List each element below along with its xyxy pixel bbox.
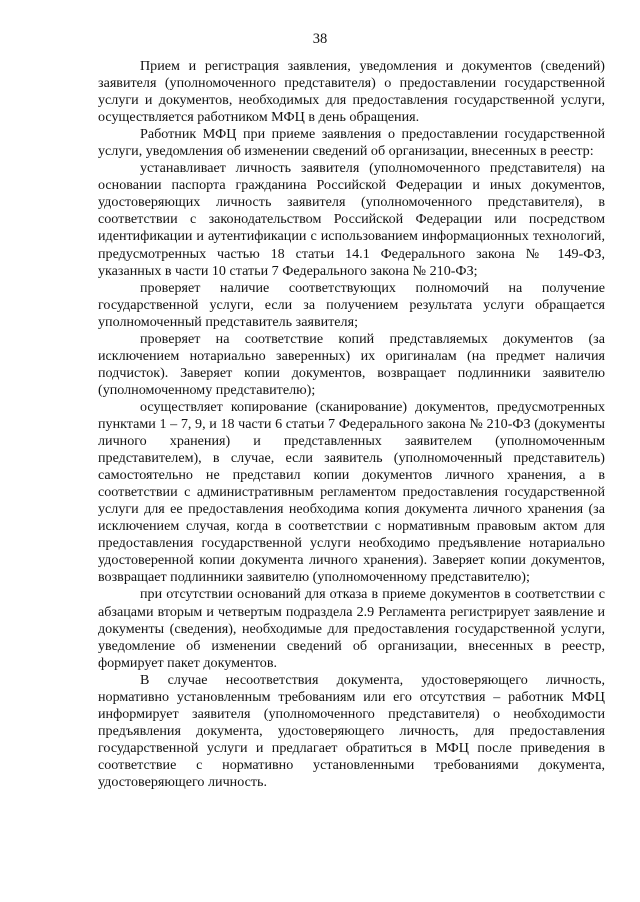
- paragraph-identity-mismatch: В случае несоответствия документа, удостоверяющего личность, нормативно установленным требованиям или его отсутствия – работник МФЦ информирует заявителя (уполномоченного представителя) о необходимости предъявления документа, удостоверяющего личность, для предоставления государственной услуги и предлагает обратиться в МФЦ после приведения в соответствие с нормативно установленными требованиями документа, удостоверяющего личность.: [98, 671, 605, 790]
- paragraph-verify-copies: проверяет на соответствие копий представляемых документов (за исключением нотариально заверенных) их оригиналам (на предмет наличия подчисток). Заверяет копии документов, возвращает подлинники заявителю (уполномоченному представителю);: [98, 330, 605, 398]
- document-body: [98, 58, 605, 791]
- paragraph-identify-applicant: устанавливает личность заявителя (уполномоченного представителя) на основании паспорта гражданина Российской Федерации и иных документов, удостоверяющих личность заявителя (уполномоченного представителя), в соответствии с законодательством Российской Федерации или посредством идентификации и аутентификации с использованием информационных технологий, предусмотренных частью 18 статьи 14.1 Федерального закона № 149-ФЗ, указанных в части 10 статьи 7 Федерального закона № 210-ФЗ;: [98, 160, 605, 279]
- paragraph-scan-documents: осуществляет копирование (сканирование) документов, предусмотренных пунктами 1 – 7, 9, и 18 части 6 статьи 7 Федерального закона № 210-ФЗ (документы личного хранения) и представленных заявителем (уполномоченным представителем), в случае, если заявитель (уполномоченный представитель) самостоятельно не представил копии документов личного хранения, а в соответствии с административным регламентом предоставления государственной услуги для ее предоставления необходима копия документа личного хранения (за исключением случая, когда в соответствии с нормативным правовым актом для предоставления государственной услуги необходимо предъявление нотариально удостоверенной копии документа личного хранения). Заверяет копии документов, возвращает подлинники заявителю (уполномоченному представителю);: [98, 398, 605, 586]
- page-number: 38: [312, 31, 328, 47]
- paragraph-mfc-worker-duties: Работник МФЦ при приеме заявления о предоставлении государственной услуги, уведомления об изменении сведений об организации, внесенных в реестр:: [98, 126, 605, 160]
- paragraph-reception-registration: Прием и регистрация заявления, уведомления и документов (сведений) заявителя (уполномоченного представителя) о предоставлении государственной услуги и документов, необходимых для предоставления государственной услуги, осуществляется работником МФЦ в день обращения.: [98, 58, 605, 126]
- paragraph-check-authority: проверяет наличие соответствующих полномочий на получение государственной услуги, если за получением результата услуги обращается уполномоченный представитель заявителя;: [98, 279, 605, 330]
- paragraph-register-application: при отсутствии оснований для отказа в приеме документов в соответствии с абзацами вторым и четвертым подраздела 2.9 Регламента регистрирует заявление и документы (сведения), необходимые для предоставления государственной услуги, уведомление об изменении сведений об организации, внесенных в реестр, формирует пакет документов.: [98, 586, 605, 671]
